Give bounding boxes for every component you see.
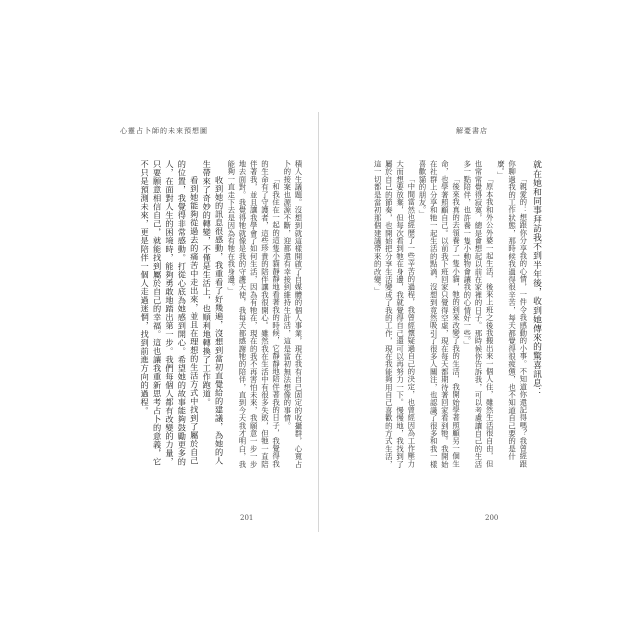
paragraph: 就在她和同事拜訪我不到半年後，收到她傳來的驚喜訊息：: [531, 160, 541, 397]
vertical-text-block: [102, 160, 304, 468]
running-header: 解憂書店: [456, 127, 488, 135]
paragraph: 「原本我和外公外婆一起生活，後來上班之後我搬出來一個人住，雖然生活很自由，但也常常覺得寂寞，總是會想起以前在家裡的日子。那時候你告訴我，可以考慮讓自己的生活多一點陪伴，也許養一隻小動物會讓我的心情好一些。」: [462, 160, 495, 468]
paragraph: 積人生議題。沒想到就這樣開啟了自媒體的個人事業，現在我有自己固定的收攝群，心寬占卜的接案也源源不斷，迎都還有幸接到維持生計活，這是當初無法想像的事情。: [282, 160, 303, 468]
left-page: [90, 112, 319, 532]
right-page: [320, 112, 552, 532]
paragraph: 「中間當然也經歷了一些辛苦的過程，我曾經懷疑過自己的決定，也曾經因為工作壓力大而想要放棄，但每次看到牠在身邊，我就覺得自己還可以再努力一下。慢慢地，我找到了屬於自己的節奏，也開始把分享生活變成了我的工作，現在我能夠用自己喜歡的方式生活，這一切都是當初那個建議帶來的改變。」: [373, 160, 416, 468]
paragraph: 收到她的訊息很感動，我重看了好幾遍，沒想到當初直覺給的建議，為她的人生帶來了奇妙的轉變，不僅是生活上，也順利地轉換了工作跑道。: [202, 160, 225, 466]
paragraph: 「和我住在一起的這隻小貓靜靜地看著我的時候，它靜靜地陪伴著我的日子，我覺得我的生命有了守護者，這些珍貴的陪伴讓我很開心。雖然我在生活中有很多失敗，但牠一直陪伴著我，並且讓我學會了如何生活，因為有牠在，現在的我不再害怕未來，我願意一步一步地去面對。我覺得牠就像是我的守護天使，我每天都感謝牠的陪伴，直到今天我才明白，我能夠一直走下去是因為有牠在我身邊。」: [226, 160, 281, 468]
paragraph: 「後來我真的去領養了一隻小貓，牠的到來改變了我的生活，我開始學著照顧另一個生命，也學著照顧自己。以前我下班回家只覺得空虛，現在每天都期待著回家看到牠。我開始在社群上分享和牠一起生活的點滴，沒想到竟然吸引了很多人關注，也認識了很多和我一樣喜歡貓的朋友。」: [417, 160, 461, 468]
page-number: 200: [485, 514, 499, 522]
vertical-text-block: [332, 160, 542, 468]
page-number: 201: [240, 514, 254, 522]
running-header: 心靈占卜師的未來預想圖: [120, 127, 208, 135]
paragraph: 「親愛的：想跟你分享我的心情，一件令我感動的小事。不知道你還記得嗎？我曾經跟你聊過我的工作狀態，那時候我過得很辛苦，每天都覺得很疲憊，也不知道自己要的是什麼。」: [496, 160, 528, 468]
paragraph: 看到她能夠從過去的痛苦中走出來，並且在理想的生活方式中找到了屬於自己的位置，我覺得非常感動。打從心底為她感到開心。希望她的故事能夠鼓勵更多的人，在面對人生的困境時，能夠勇敢地踏出第一步。我們每個人都有改變的力量，只要願意相信自己，就能找到屬於自己的幸福。這也讓我重新思考占卜的意義，它不只是預測未來，更是陪伴一個人走過迷惘，找到前進方向的過程。: [140, 160, 200, 466]
